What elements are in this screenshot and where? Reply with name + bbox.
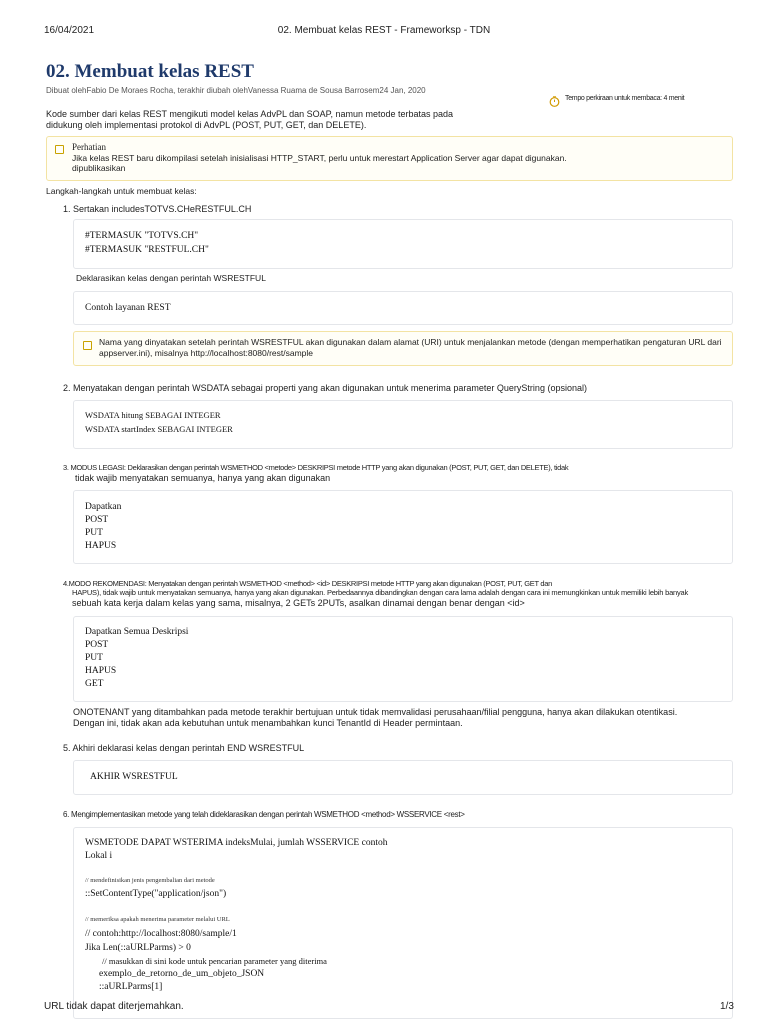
code-line: HAPUS	[85, 666, 117, 676]
code-line: WSDATA startIndex SEBAGAI INTEGER	[85, 424, 233, 434]
code-line: #TERMASUK "RESTFUL.CH"	[85, 245, 209, 255]
step-1: 1. Sertakan includesTOTVS.CHeRESTFUL.CH	[63, 204, 252, 214]
code-line: POST	[85, 515, 109, 525]
code-line: AKHIR WSRESTFUL	[90, 772, 178, 782]
step-6: 6. Mengimplementasikan metode yang telah dideklarasikan dengan perintah WSMETHOD <method> WSSERVICE <rest>	[63, 810, 465, 819]
code-line: GET	[85, 679, 104, 689]
step-3-line-2: tidak wajib menyatakan semuanya, hanya yang akan digunakan	[75, 473, 331, 483]
intro-line-2: didukung oleh implementasi protokol di AdvPL (POST, PUT, GET, dan DELETE).	[46, 120, 367, 130]
code-line: // masukkan di sini kode untuk pencarian parameter yang diterima	[102, 956, 327, 966]
step-3-line-1: 3. MODUS LEGASI: Deklarasikan dengan perintah WSMETHOD <metode> DESKRIPSI metode HTTP yang akan digunakan (POST, PUT, GET, dan DELETE), tidak	[63, 463, 569, 472]
code-line: Contoh layanan REST	[85, 303, 171, 313]
warning-icon	[55, 145, 64, 154]
step-4-line-1: 4.MODO REKOMENDASI: Menyatakan dengan perintah WSMETHOD <method> <id> DESKRIPSI metode HTTP yang akan digunakan (POST, PUT, GET dan	[63, 579, 552, 588]
code-line: WSMETODE DAPAT WSTERIMA indeksMulai, jumlah WSSERVICE contoh	[85, 838, 388, 848]
onotenant-line-2: Dengan ini, tidak akan ada kebutuhan untuk menambahkan kunci TenantId di Header permintaan.	[73, 718, 463, 728]
print-doc-title: 02. Membuat kelas REST - Frameworksp - TDN	[277, 25, 491, 36]
info-icon	[83, 341, 92, 350]
info-panel	[73, 331, 733, 366]
declare-text: Deklarasikan kelas dengan perintah WSRESTFUL	[76, 273, 266, 283]
onotenant-line-1: ONOTENANT yang ditambahkan pada metode terakhir bertujuan untuk tidak memvalidasi perusahaan/filial pengguna, hanya akan dilakukan otentikasi.	[73, 707, 678, 717]
warning-title: Perhatian	[72, 142, 106, 152]
reading-time: Tempo perkiraan untuk membaca: 4 menit	[565, 95, 685, 102]
code-line: ::aURLParms[1]	[99, 982, 163, 992]
code-block-includes	[73, 219, 733, 269]
code-line: PUT	[85, 528, 103, 538]
warning-panel	[46, 136, 733, 181]
code-line: ::SetContentType("application/json")	[85, 889, 227, 899]
code-line: Dapatkan	[85, 502, 122, 512]
code-comment: // memeriksa apakah menerima parameter melalui URL	[85, 916, 230, 923]
code-line: Dapatkan Semua Deskripsi	[85, 627, 189, 637]
code-block-wsdata	[73, 400, 733, 449]
warning-line-1: Jika kelas REST baru dikompilasi setelah inisialisasi HTTP_START, perlu untuk merestart Application Server agar dapat digunakan.	[72, 153, 567, 163]
warning-line-2: dipublikasikan	[72, 163, 126, 173]
code-line: POST	[85, 640, 109, 650]
code-line: exemplo_de_retorno_de_um_objeto_JSON	[99, 969, 265, 979]
code-block-implementation	[73, 827, 733, 1019]
steps-label: Langkah-langkah untuk membuat kelas:	[46, 186, 197, 196]
intro-line-1: Kode sumber dari kelas REST mengikuti model kelas AdvPL dan SOAP, namun metode terbatas pada	[46, 109, 454, 119]
page-title: 02. Membuat kelas REST	[46, 61, 254, 82]
code-line: #TERMASUK "TOTVS.CH"	[85, 231, 199, 241]
clock-icon	[549, 94, 560, 105]
footer-note: URL tidak dapat diterjemahkan.	[44, 1001, 184, 1012]
code-line: HAPUS	[85, 541, 117, 551]
step-4-line-2: HAPUS), tidak wajib untuk menyatakan semuanya, hanya yang akan digunakan. Perbedaannya dibandingkan dengan cara lama adalah dengan cara ini memungkinkan untuk memiliki lebih banyak	[72, 588, 689, 597]
step-4-line-3: sebuah kata kerja dalam kelas yang sama, misalnya, 2 GETs 2PUTs, asalkan dinamai dengan benar dengan <id>	[72, 598, 525, 608]
code-line: Lokal i	[85, 851, 113, 861]
code-comment: // mendefinisikan jenis pengembalian dari metode	[85, 877, 215, 884]
info-line-1: Nama yang dinyatakan setelah perintah WSRESTFUL akan digunakan dalam alamat (URI) untuk menjalankan metode (dengan memperhatikan pengaturan URL dari	[99, 337, 722, 347]
code-line: // contoh:http://localhost:8080/sample/1	[85, 929, 237, 939]
page-number: 1/3	[720, 1001, 734, 1012]
step-2: 2. Menyatakan dengan perintah WSDATA sebagai properti yang akan digunakan untuk menerima parameter QueryString (opsional)	[63, 383, 587, 393]
code-block-recommended-methods	[73, 616, 733, 702]
code-line: PUT	[85, 653, 103, 663]
print-date: 16/04/2021	[44, 25, 95, 36]
code-block-legacy-methods	[73, 490, 733, 564]
code-block-class	[73, 291, 733, 325]
page-meta: Dibuat olehFabio De Moraes Rocha, terakhir diubah olehVanessa Ruama de Sousa Barrosem24 Jan, 2020	[46, 86, 426, 95]
code-line: WSDATA hitung SEBAGAI INTEGER	[85, 410, 221, 420]
code-block-end	[73, 760, 733, 795]
info-line-2: appserver.ini), misalnya http://localhost:8080/rest/sample	[99, 348, 314, 358]
code-line: Jika Len(::aURLParms) > 0	[85, 943, 191, 953]
step-5: 5. Akhiri deklarasi kelas dengan perintah END WSRESTFUL	[63, 743, 305, 753]
